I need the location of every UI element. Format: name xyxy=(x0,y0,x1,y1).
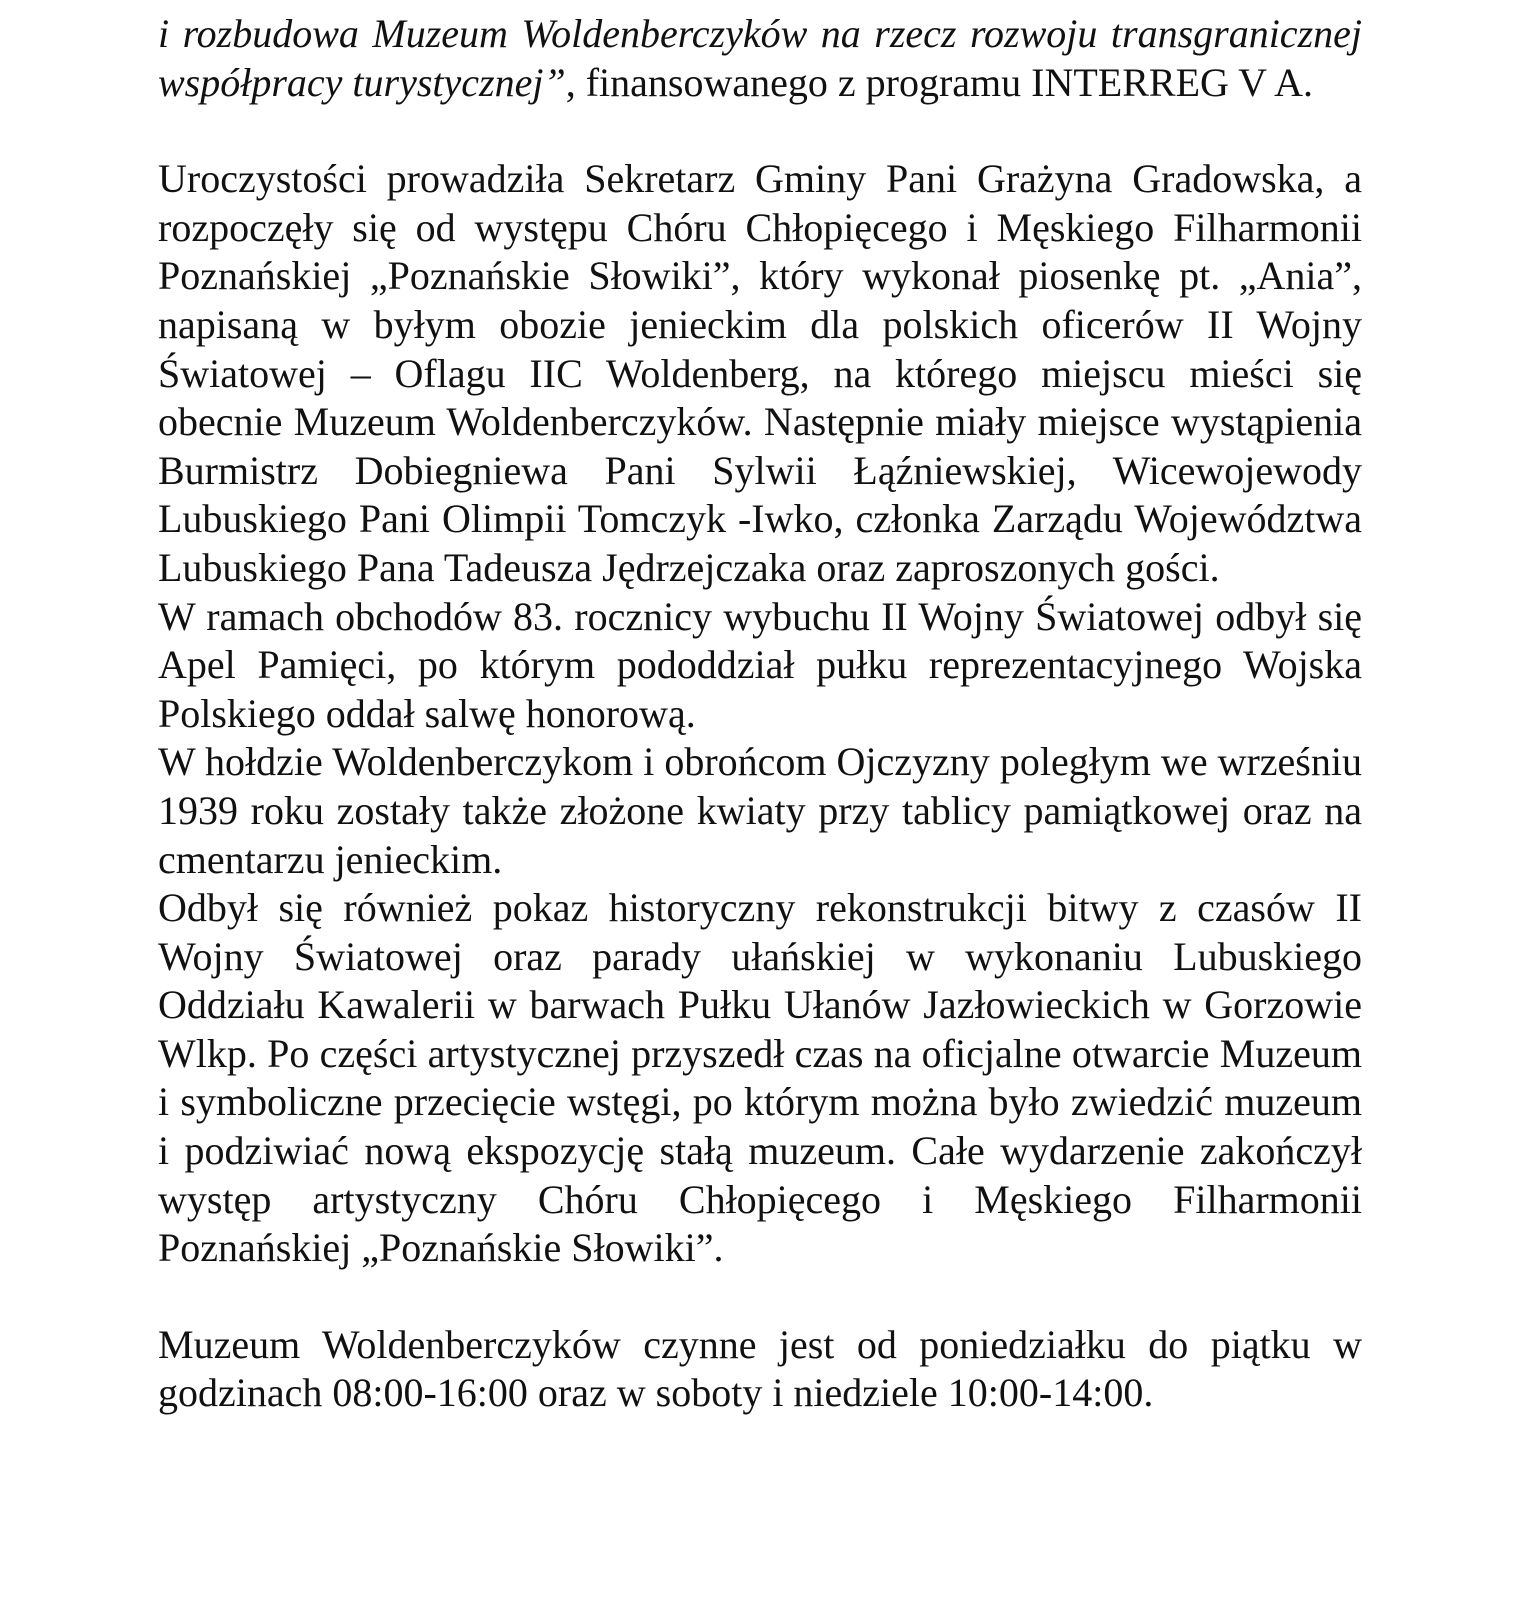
reconstruction-paragraph: Odbył się również pokaz historyczny rekonstrukcji bitwy z czasów II Wojny Światowej oraz parady ułańskiej w wykonaniu Lubuskiego Oddziału Kawalerii w barwach Pułku Ułanów Jazłowieckich w Gorzowie Wlkp. Po części artystycznej przyszedł czas na oficjalne otwarcie Muzeum i symboliczne przecięcie wstęgi, po którym można było zwiedzić muzeum i podziwiać nową ekspozycję stałą muzeum. Całe wydarzenie zakończył występ artystyczny Chóru Chłopięcego i Męskiego Filharmonii Poznańskiej „Poznańskie Słowiki”. xyxy=(158,885,1362,1271)
intro-paragraph xyxy=(158,10,1362,107)
intro-rest-text: , finansowanego z programu INTERREG V A. xyxy=(565,59,1314,105)
project-title-italic: i rozbudowa Muzeum Woldenberczyków na rzecz rozwoju transgranicznej współpracy turystycznej” xyxy=(158,11,1362,105)
tribute-paragraph: W hołdzie Woldenberczykom i obrońcom Ojczyzny poległym we wrześniu 1939 roku zostały także złożone kwiaty przy tablicy pamiątkowej oraz na cmentarzu jenieckim. xyxy=(158,739,1362,882)
opening-hours-paragraph: Muzeum Woldenberczyków czynne jest od poniedziałku do piątku w godzinach 08:00-16:00 oraz w soboty i niedziele 10:00-14:00. xyxy=(158,1321,1362,1416)
ceremony-paragraph: Uroczystości prowadziła Sekretarz Gminy Pani Grażyna Gradowska, a rozpoczęły się od występu Chóru Chłopięcego i Męskiego Filharmonii Poznańskiej „Poznańskie Słowiki”, który wykonał piosenkę pt. „Ania”, napisaną w byłym obozie jenieckim dla polskich oficerów II Wojny Światowej – Oflagu IIC Woldenberg, na którego miejscu mieści się obecnie Muzeum Woldenberczyków. Następnie miały miejsce wystąpienia Burmistrz Dobiegniewa Pani Sylwii Łąźniewskiej, Wicewojewody Lubuskiego Pani Olimpii Tomczyk -Iwko, członka Zarządu Województwa Lubuskiego Pana Tadeusza Jędrzejczaka oraz zaproszonych gości. xyxy=(158,156,1362,590)
anniversary-paragraph: W ramach obchodów 83. rocznicy wybuchu II Wojny Światowej odbył się Apel Pamięci, po którym pododdział pułku reprezentacyjnego Wojska Polskiego oddał salwę honorową. xyxy=(158,593,1362,736)
document-page xyxy=(158,10,1362,1418)
